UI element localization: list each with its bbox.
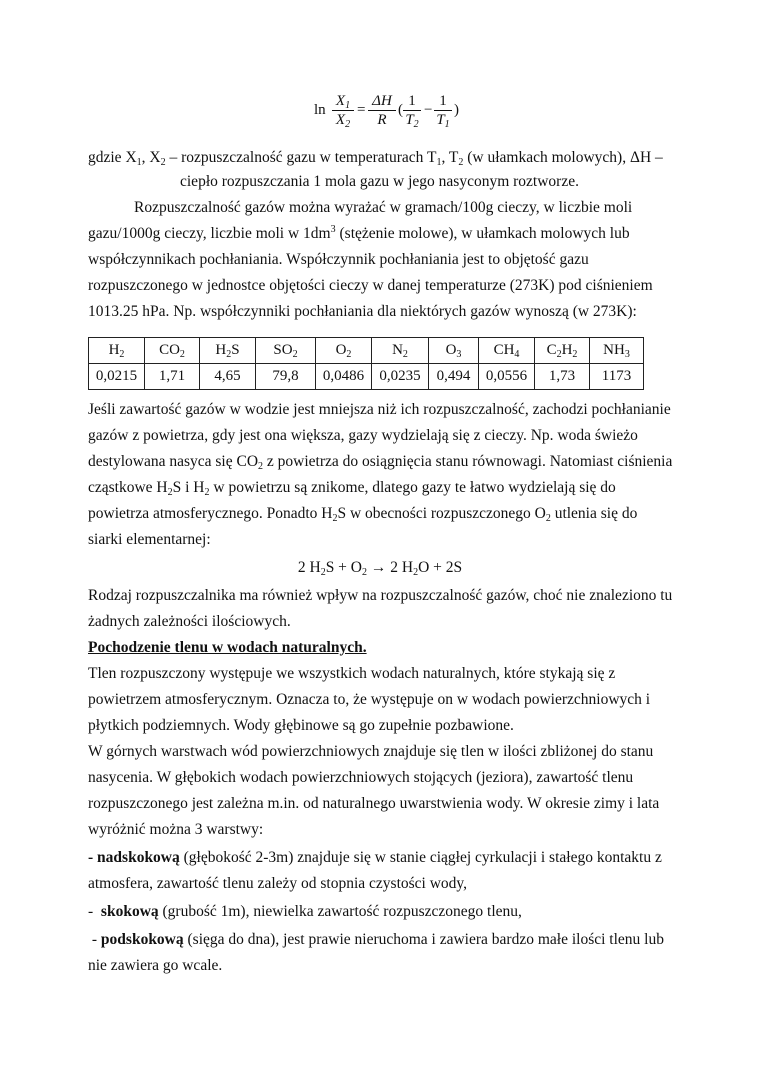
text-line: Rozpuszczalność gazów można wyrażać w gramach/100g cieczy, w liczbie moli [134, 199, 633, 216]
text-line: rozpuszczonego jest zależna m.in. od naturalnego uwarstwienia wody. W okresie zimy i lata [88, 795, 660, 812]
list-item: - nadskokową (głębokość 2-3m) znajduje się w stanie ciągłej cyrkulacji i stałego kontaktu z [88, 849, 662, 866]
text-line: siarki elementarnej: [88, 531, 211, 548]
table-header-cell: $O_2$ [316, 338, 372, 364]
table-cell: 0,0556 [479, 364, 535, 390]
text-line: wyróżnić można 3 warstwy: [88, 821, 264, 838]
table-header-cell: $SO_2$ [256, 338, 316, 364]
text-line: żadnych zależności ilościowych. [88, 613, 291, 630]
table-header-row [89, 338, 644, 364]
absorption-coefficients-table [88, 337, 644, 390]
text-line: W górnych warstwach wód powierzchniowych znajduje się tlen w ilości zbliżonej do stanu [88, 743, 654, 760]
text-line: współczynnikach pochłaniania. Współczynnik pochłaniania jest to objętość gazu [88, 251, 589, 268]
table-header-cell: $NH_3$ [590, 338, 644, 364]
table-header-cell: $H_2$ [89, 338, 145, 364]
text-line: gazów z powietrza, gdy jest ona większa, gazy wydzielają się z cieczy. Np. woda świeżo [88, 427, 638, 444]
text-line: płytkich podziemnych. Wody głębinowe są go zupełnie pozbawione. [88, 717, 514, 734]
formula-minus: − [424, 102, 433, 118]
table-header-cell: $CO_2$ [145, 338, 200, 364]
table-header-cell: $O_3$ [429, 338, 479, 364]
formula-equals: = [357, 102, 366, 118]
text-line: rozpuszczonego w jednostce objętości cieczy w danej temperaturze (273K) pod ciśnieniem [88, 277, 653, 294]
text-line: Tlen rozpuszczony występuje we wszystkich wodach naturalnych, które stykają się z [88, 665, 616, 682]
clausius-formula [310, 92, 470, 144]
table-header-cell: $CH_4$ [479, 338, 535, 364]
text-line: atmosfera, zawartość tlenu zależy od stopnia czystości wody, [88, 875, 468, 892]
reaction-equation: 2 $H_2S + O_2 \to 2$ $H_2O + 2S$ [297, 559, 463, 578]
formula-fraction-dh: $\frac{\Delta H}{R}$ [368, 92, 396, 129]
table-cell: 0,0215 [89, 364, 145, 390]
table-cell: 0,494 [429, 364, 479, 390]
text-line: Rodzaj rozpuszczalnika ma również wpływ na rozpuszczalność gazów, choć nie znaleziono tu [88, 587, 673, 604]
list-item: - skokową (grubość 1m), niewielka zawartość rozpuszczonego tlenu, [88, 903, 522, 920]
table-row [89, 364, 644, 390]
text-line: Jeśli zawartość gazów w wodzie jest mniejsza niż ich rozpuszczalność, zachodzi pochłanianie [88, 401, 671, 418]
list-item: - podskokową (sięga do dna), jest prawie nieruchoma i zawiera bardzo małe ilości tlenu lub [88, 931, 664, 948]
table-cell: 0,0486 [316, 364, 372, 390]
text-line: gazu/1000g cieczy, liczbie moli w $1dm^3$ (stężenie molowe), w ułamkach molowych lub [88, 224, 630, 242]
table-cell: 1,71 [145, 364, 200, 390]
table-cell: 0,0235 [372, 364, 429, 390]
text-line: cząstkowe $H_2S$ i $H_2$ w powietrzu są znikome, dlatego gazy te łatwo wydzielają się do [88, 479, 616, 498]
table-cell: 79,8 [256, 364, 316, 390]
text-line: 1013.25 hPa. Np. współczynniki pochłaniania dla niektórych gazów wynoszą (w 273K): [88, 303, 637, 320]
table-header-cell: $H_2S$ [200, 338, 256, 364]
table-header-cell: $C_2H_2$ [535, 338, 590, 364]
section-heading: Pochodzenie tlenu w wodach naturalnych. [88, 639, 367, 656]
formula-ln: ln [314, 102, 326, 118]
text-line: powietrza atmosferycznego. Ponadto $H_2S$ w obecności rozpuszczonego $O_2$ utlenia się do [88, 505, 638, 524]
formula-paren-open: ( [398, 102, 403, 118]
text-line: nasycenia. W głębokich wodach powierzchniowych stojących (jeziora), zawartość tlenu [88, 769, 634, 786]
formula-fraction-t2: $\frac{1}{T_2}$ [403, 92, 421, 129]
formula-fraction-t1: $\frac{1}{T_1}$ [434, 92, 452, 129]
formula-fraction-x: $\frac{X_1}{X_2}$ [332, 92, 354, 129]
text-line: gdzie $X_1$, $X_2$ – rozpuszczalność gazu w temperaturach $T_1$, $T_2$ (w ułamkach molowych), ΔH – [88, 149, 663, 168]
table-cell: 1173 [590, 364, 644, 390]
formula-paren-close: ) [454, 102, 459, 118]
text-line: ciepło rozpuszczania 1 mola gazu w jego nasyconym roztworze. [180, 173, 579, 190]
table-header-cell: $N_2$ [372, 338, 429, 364]
text-line: destylowana nasyca się $CO_2$ z powietrza do osiągnięcia stanu równowagi. Natomiast ciśnienia [88, 453, 673, 472]
text-line: nie zawiera go wcale. [88, 957, 223, 974]
table-cell: 4,65 [200, 364, 256, 390]
table-cell: 1,73 [535, 364, 590, 390]
text-line: powietrzem atmosferycznym. Oznacza to, że występuje on w wodach powierzchniowych i [88, 691, 651, 708]
